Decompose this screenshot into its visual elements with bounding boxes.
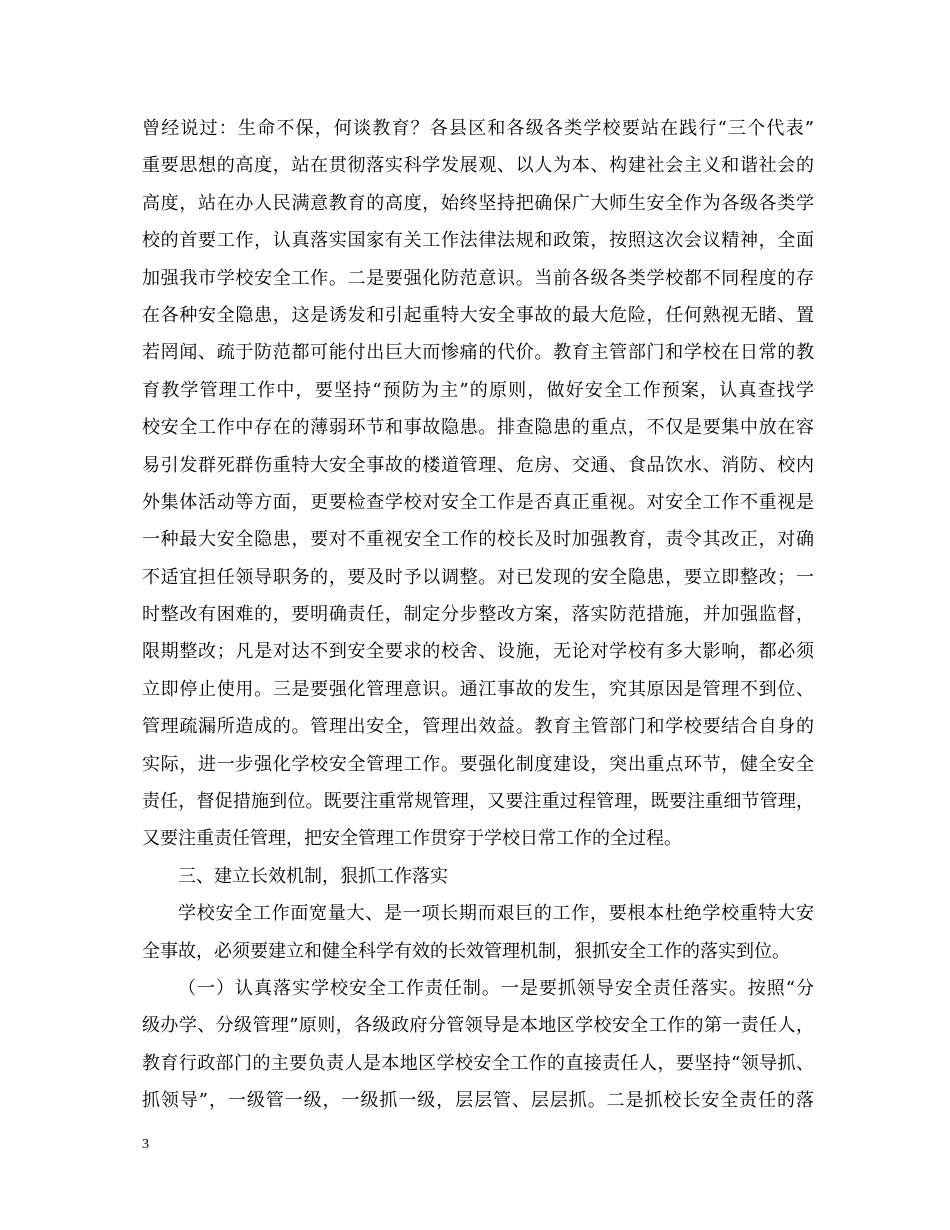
text-line: 立即停止使用。三是要强化管理意识。通江事故的发生，究其原因是管理不到位、 [142, 678, 814, 700]
document-body [142, 110, 814, 1120]
text-line: 若罔闻、疏于防范都可能付出巨大而惨痛的代价。教育主管部门和学校在日常的教 [142, 342, 814, 364]
text-line: 三、建立长效机制，狠抓工作落实 [178, 865, 448, 887]
text-line: 责任，督促措施到位。既要注重常规管理，又要注重过程管理，既要注重细节管理， [142, 791, 814, 813]
text-line: 又要注重责任管理，把安全管理工作贯穿于学校日常工作的全过程。 [142, 828, 682, 850]
text-line: 易引发群死群伤重特大安全事故的楼道管理、危房、交通、食品饮水、消防、校内 [142, 454, 814, 476]
text-line: 重要思想的高度，站在贯彻落实科学发展观、以人为本、构建社会主义和谐社会的 [142, 155, 814, 177]
text-line: 外集体活动等方面，更要检查学校对安全工作是否真正重视。对安全工作不重视是 [142, 491, 814, 513]
text-line: 曾经说过：生命不保，何谈教育？各县区和各级各类学校要站在践行“三个代表” [142, 118, 814, 139]
text-line: 实际，进一步强化学校安全管理工作。要强化制度建设，突出重点环节，健全安全 [142, 753, 814, 775]
text-line: 育教学管理工作中，要坚持“预防为主”的原则，做好安全工作预案，认真查找学 [142, 379, 814, 401]
text-line: 时整改有困难的，要明确责任，制定分步整改方案，落实防范措施，并加强监督， [142, 604, 814, 626]
text-line: 限期整改；凡是对达不到安全要求的校舍、设施，无论对学校有多大影响，都必须 [142, 641, 814, 663]
text-line: （一）认真落实学校安全工作责任制。一是要抓领导安全责任落实。按照“分 [178, 977, 814, 999]
text-line: 一种最大安全隐患，要对不重视安全工作的校长及时加强教育，责令其改正，对确 [142, 529, 814, 551]
text-line: 在各种安全隐患，这是诱发和引起重特大安全事故的最大危险，任何熟视无睹、置 [142, 304, 814, 326]
text-line: 高度，站在办人民满意教育的高度，始终坚持把确保广大师生安全作为各级各类学 [142, 192, 814, 214]
text-line: 教育行政部门的主要负责人是本地区学校安全工作的直接责任人，要坚持“领导抓、 [142, 1052, 814, 1074]
text-line: 校的首要工作，认真落实国家有关工作法律法规和政策，按照这次会议精神，全面 [142, 230, 814, 252]
page-number: 3 [142, 1137, 149, 1152]
text-line: 级办学、分级管理”原则，各级政府分管领导是本地区学校安全工作的第一责任人， [142, 1015, 814, 1037]
text-line: 加强我市学校安全工作。二是要强化防范意识。当前各级各类学校都不同程度的存 [142, 267, 814, 289]
text-line: 学校安全工作面宽量大、是一项长期而艰巨的工作，要根本杜绝学校重特大安 [178, 903, 814, 925]
text-line: 管理疏漏所造成的。管理出安全，管理出效益。教育主管部门和学校要结合自身的 [142, 716, 814, 738]
text-line: 不适宜担任领导职务的，要及时予以调整。对已发现的安全隐患，要立即整改；一 [142, 566, 814, 588]
text-line: 校安全工作中存在的薄弱环节和事故隐患。排查隐患的重点，不仅是要集中放在容 [142, 417, 814, 439]
text-line: 抓领导”，一级管一级，一级抓一级，层层管、层层抓。二是抓校长安全责任的落 [142, 1090, 814, 1112]
text-line: 全事故，必须要建立和健全科学有效的长效管理机制，狠抓安全工作的落实到位。 [142, 940, 790, 962]
